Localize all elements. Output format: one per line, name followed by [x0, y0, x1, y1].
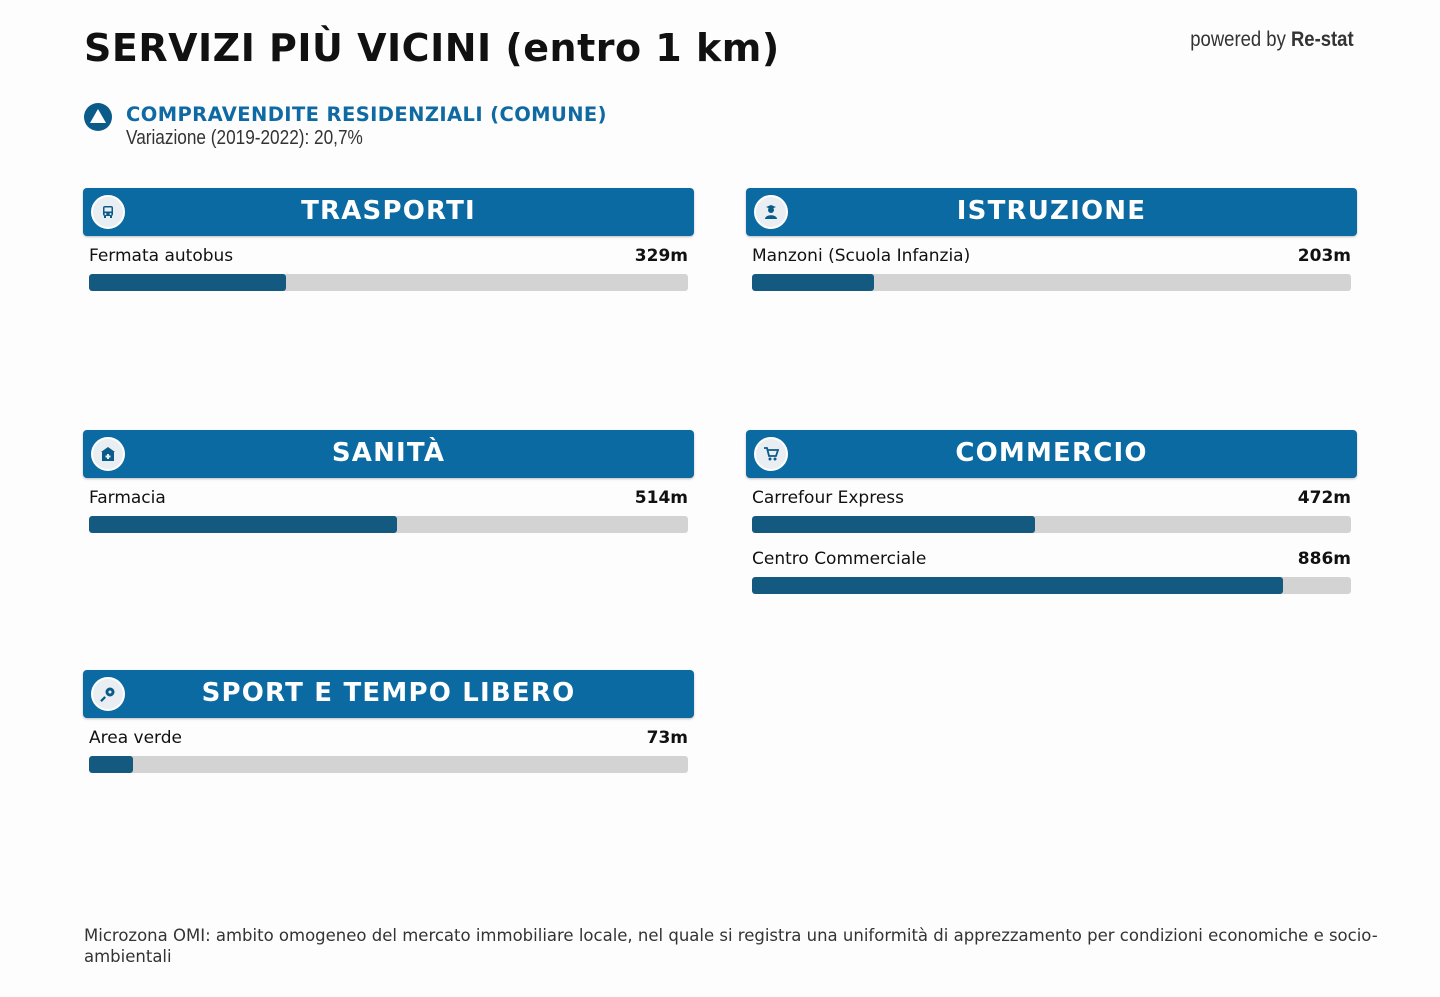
item-label: Fermata autobus — [89, 246, 234, 266]
list-item — [83, 718, 694, 779]
triangle-up-icon — [84, 103, 112, 131]
category-commercio — [746, 430, 1357, 600]
list-item — [746, 236, 1357, 297]
bar-fill — [752, 577, 1283, 594]
item-label: Farmacia — [89, 488, 166, 508]
item-value: 886m — [1297, 549, 1351, 569]
stat-subtitle: Variazione (2019-2022): 20,7% — [126, 127, 363, 149]
item-value: 329m — [634, 246, 688, 266]
bar-fill — [752, 516, 1035, 533]
category-istruzione — [746, 188, 1357, 297]
bar-fill — [89, 274, 286, 291]
bar-track — [89, 516, 688, 533]
item-label: Manzoni (Scuola Infanzia) — [752, 246, 971, 266]
category-header — [83, 670, 694, 718]
list-item — [746, 478, 1357, 539]
category-title: COMMERCIO — [955, 438, 1148, 468]
item-value: 203m — [1297, 246, 1351, 266]
category-title: TRASPORTI — [301, 196, 476, 226]
powered-by-brand: Re-stat — [1291, 28, 1354, 51]
category-trasporti — [83, 188, 694, 297]
powered-by-prefix: powered by — [1190, 28, 1287, 51]
item-value: 472m — [1297, 488, 1351, 508]
bar-track — [752, 516, 1351, 533]
category-title: ISTRUZIONE — [956, 196, 1147, 226]
list-item — [83, 236, 694, 297]
bar-fill — [89, 756, 133, 773]
item-value: 514m — [634, 488, 688, 508]
category-title: SPORT E TEMPO LIBERO — [201, 678, 576, 708]
category-sanita — [83, 430, 694, 539]
list-item — [746, 539, 1357, 600]
page-title: SERVIZI PIÙ VICINI (entro 1 km) — [84, 26, 780, 70]
category-header — [83, 188, 694, 236]
footnote: Microzona OMI: ambito omogeneo del mercato immobiliare locale, nel quale si registra una uniformità di apprezzamento per condizioni economiche e socio-ambientali — [84, 926, 1378, 966]
category-sport — [83, 670, 694, 779]
bar-fill — [752, 274, 874, 291]
item-label: Area verde — [89, 728, 182, 748]
bar-track — [89, 274, 688, 291]
category-header — [746, 430, 1357, 478]
stat-title: COMPRAVENDITE RESIDENZIALI (COMUNE) — [126, 103, 607, 126]
category-header — [83, 430, 694, 478]
bar-track — [752, 274, 1351, 291]
category-title: SANITÀ — [331, 438, 446, 468]
powered-by — [1191, 28, 1354, 52]
item-value: 73m — [646, 728, 688, 748]
bar-track — [752, 577, 1351, 594]
bar-fill — [89, 516, 397, 533]
item-label: Carrefour Express — [752, 488, 904, 508]
category-header — [746, 188, 1357, 236]
list-item — [83, 478, 694, 539]
bar-track — [89, 756, 688, 773]
item-label: Centro Commerciale — [752, 549, 927, 569]
